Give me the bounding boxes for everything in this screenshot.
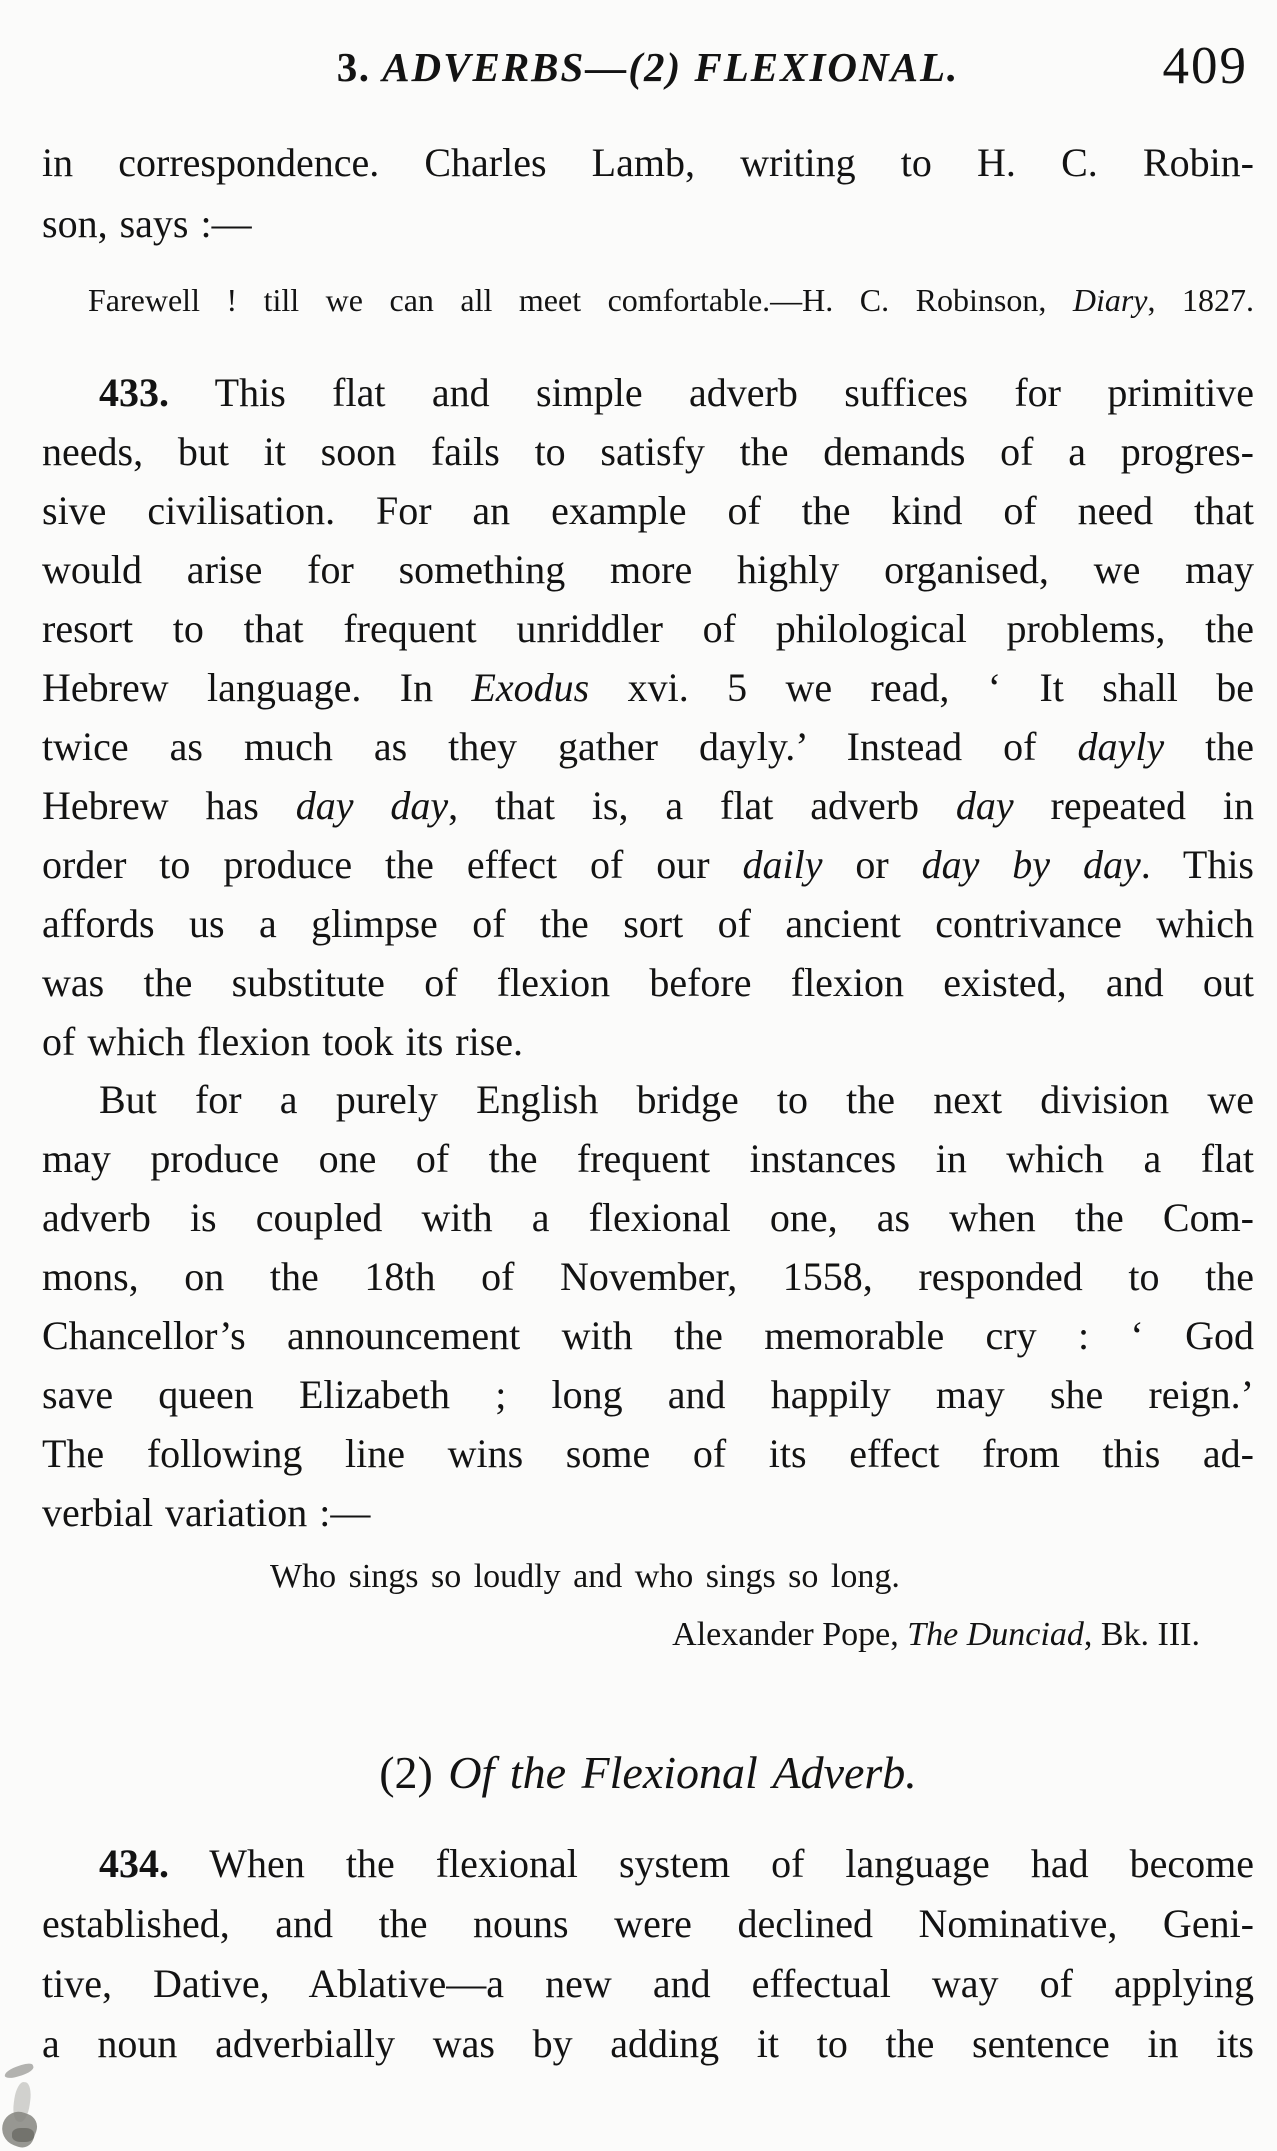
text-line xyxy=(42,1894,1254,1954)
block-quote-lamb xyxy=(42,280,1254,320)
verse-attribution xyxy=(42,1614,1254,1656)
text-run: Farewell ! till we can all meet comfortable.—H. C. Robinson, xyxy=(88,282,1073,318)
text-line xyxy=(42,776,1254,835)
text-line xyxy=(42,658,1254,717)
scan-artifact-streak xyxy=(11,2081,32,2123)
text-line xyxy=(42,1306,1254,1365)
verse-quotation xyxy=(42,1556,1254,1598)
text-line xyxy=(42,1070,1254,1129)
text-line xyxy=(270,1556,1254,1598)
text-line xyxy=(42,717,1254,776)
text-run: , Bk. III. xyxy=(1083,1616,1200,1653)
italic-text: dayly xyxy=(1077,724,1165,769)
text-run: resort to that frequent unriddler of philological problems, the xyxy=(42,606,1254,651)
text-run: the xyxy=(1164,724,1255,769)
italic-text: day day xyxy=(295,783,449,828)
italic-text: ADVERBS—(2) FLEXIONAL. xyxy=(382,44,960,90)
scan-artifact-blob xyxy=(0,2107,41,2151)
text-line xyxy=(42,193,1254,254)
text-line xyxy=(42,1954,1254,2014)
paragraph-434 xyxy=(42,1834,1254,2074)
text-run: was the substitute of flexion before flexion existed, and out xyxy=(42,960,1254,1005)
italic-text: day by day xyxy=(921,842,1141,887)
text-run: may produce one of the frequent instances in which a flat xyxy=(42,1136,1254,1181)
text-line xyxy=(42,363,1254,422)
text-run: But for a purely English bridge to the next division we xyxy=(99,1077,1254,1122)
text-run: , 1827. xyxy=(1147,282,1255,318)
italic-text: The Dunciad xyxy=(907,1616,1084,1653)
text-run: adverb is coupled with a flexional one, as when the Com- xyxy=(42,1195,1254,1240)
paragraph-english-bridge xyxy=(42,1070,1254,1542)
text-line xyxy=(42,422,1254,481)
text-run: . This xyxy=(1140,842,1255,887)
text-line xyxy=(42,1012,1254,1071)
text-run: repeated in xyxy=(1013,783,1254,828)
text-line xyxy=(42,1614,1200,1656)
page-header xyxy=(42,37,1254,102)
text-run: mons, on the 18th of November, 1558, responded to the xyxy=(42,1254,1254,1299)
text-line xyxy=(42,1834,1254,1894)
text-line xyxy=(42,1365,1254,1424)
text-line xyxy=(42,132,1254,193)
text-line xyxy=(42,953,1254,1012)
text-run: would arise for something more highly organised, we may xyxy=(42,547,1254,592)
italic-text: Exodus xyxy=(471,665,590,710)
text-run: twice as much as they gather dayly.’ Instead of xyxy=(42,724,1078,769)
text-run: established, and the nouns were declined Nominative, Geni- xyxy=(42,1901,1254,1946)
text-run: in correspondence. Charles Lamb, writing to H. C. Robin- xyxy=(42,140,1254,185)
text-line xyxy=(42,599,1254,658)
text-line xyxy=(42,1424,1254,1483)
text-run: xvi. 5 we read, ‘ It shall be xyxy=(589,665,1254,710)
italic-text: Diary xyxy=(1072,282,1148,318)
text-line xyxy=(42,1483,1254,1542)
text-line xyxy=(42,280,1254,320)
scan-artifact-squiggle xyxy=(3,2062,35,2081)
text-run: verbial variation :— xyxy=(42,1490,371,1535)
running-title xyxy=(42,42,1254,92)
text-run: The following line wins some of its effect from this ad- xyxy=(42,1431,1254,1476)
paragraph-continuation xyxy=(42,132,1254,254)
text-run: or xyxy=(822,842,922,887)
text-run: (2) xyxy=(379,1747,449,1798)
text-run: Who sings so loudly and who sings so long. xyxy=(270,1558,900,1595)
text-run: Chancellor’s announcement with the memorable cry : ‘ God xyxy=(42,1313,1254,1358)
text-line xyxy=(42,481,1254,540)
text-run: a noun adverbially was by adding it to the sentence in its xyxy=(42,2021,1254,2066)
text-run: Alexander Pope, xyxy=(672,1616,908,1653)
text-run: order to produce the effect of our xyxy=(42,842,743,887)
paragraph-433 xyxy=(42,363,1254,1071)
text-run: save queen Elizabeth ; long and happily may she reign.’ xyxy=(42,1372,1254,1417)
text-line xyxy=(42,1247,1254,1306)
text-run: When the flexional system of language had become xyxy=(169,1841,1254,1886)
italic-text: Of the Flexional Adverb. xyxy=(448,1747,917,1798)
text-line xyxy=(42,540,1254,599)
text-run: tive, Dative, Ablative—a new and effectual way of applying xyxy=(42,1961,1254,2006)
text-line xyxy=(42,835,1254,894)
text-line xyxy=(42,1129,1254,1188)
section-heading-flexional-adverb xyxy=(42,1745,1254,1801)
text-run: , that is, a flat adverb xyxy=(448,783,956,828)
text-line xyxy=(42,2014,1254,2074)
page-number: 409 xyxy=(1162,37,1248,95)
text-run: affords us a glimpse of the sort of ancient contrivance which xyxy=(42,901,1254,946)
text-run: son, says :— xyxy=(42,201,252,246)
italic-text: day xyxy=(955,783,1014,828)
text-run: 3. xyxy=(336,44,383,90)
text-run: This flat and simple adverb suffices for primitive xyxy=(169,370,1254,415)
text-run: sive civilisation. For an example of the kind of need that xyxy=(42,488,1254,533)
bold-text: 434. xyxy=(99,1841,169,1886)
bold-text: 433. xyxy=(99,370,169,415)
text-run: needs, but it soon fails to satisfy the demands of a progres- xyxy=(42,429,1254,474)
text-run: Hebrew has xyxy=(42,783,296,828)
text-run: of which flexion took its rise. xyxy=(42,1019,524,1064)
italic-text: daily xyxy=(742,842,823,887)
text-line xyxy=(42,1188,1254,1247)
text-line xyxy=(42,894,1254,953)
text-run: Hebrew language. In xyxy=(42,665,472,710)
